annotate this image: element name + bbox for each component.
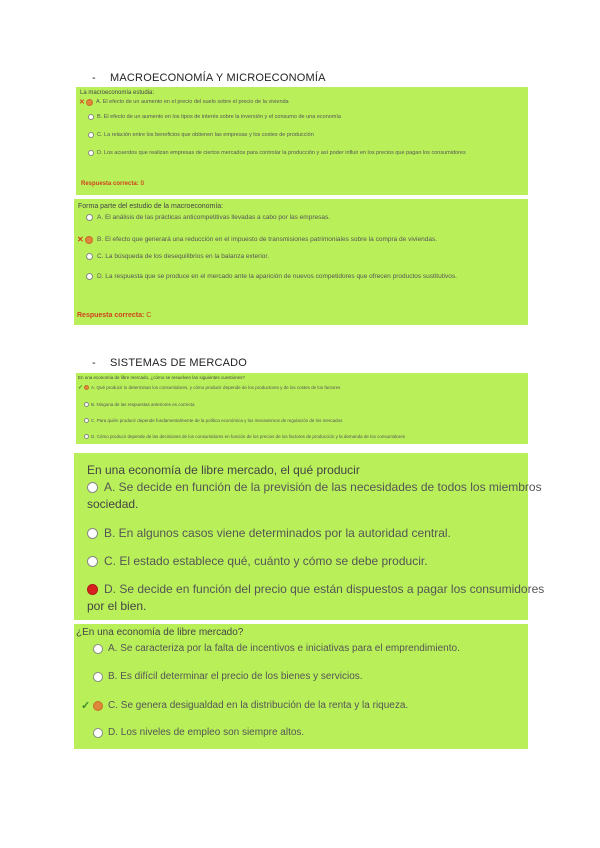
option-a[interactable] xyxy=(87,480,542,494)
question-text: En una economía de libre mercado, ¿cómo se resuelven las siguientes cuestiones? xyxy=(78,375,245,380)
option-c[interactable] xyxy=(84,418,342,423)
question-card-3 xyxy=(76,373,528,444)
radio-icon[interactable] xyxy=(87,528,98,539)
option-label: A. Se decide en función de la previsión de las necesidades de todos los miembros xyxy=(104,480,542,494)
option-label: D. Cómo producir depende de las decisiones de los consumidores en función de los precios de los factores de producción y la demanda de los consumidores xyxy=(91,434,406,439)
option-a[interactable] xyxy=(93,643,460,654)
check-mark-icon: ✓ xyxy=(81,700,91,712)
option-d[interactable] xyxy=(86,273,457,280)
option-b[interactable] xyxy=(87,526,451,540)
radio-icon[interactable] xyxy=(87,482,98,493)
option-a[interactable] xyxy=(79,98,289,106)
question-text: En una economía de libre mercado, el qué producir xyxy=(87,463,360,477)
radio-icon[interactable] xyxy=(93,672,103,682)
wrong-mark-icon: ✕ xyxy=(79,99,85,106)
option-a[interactable] xyxy=(78,384,340,391)
correct-answer xyxy=(81,181,144,187)
radio-icon[interactable] xyxy=(86,253,93,260)
question-card-1 xyxy=(76,87,528,195)
option-c[interactable] xyxy=(87,554,428,568)
option-c[interactable] xyxy=(86,253,269,260)
option-label: A. El análisis de las prácticas anticompetitivas llevadas a cabo por las empresas. xyxy=(97,214,331,221)
correct-answer xyxy=(77,312,151,319)
radio-icon[interactable] xyxy=(88,114,94,120)
option-label: B. El efecto que generará una reducción en el impuesto de transmisiones patrimoniales sobre la compra de viviendas. xyxy=(97,236,437,243)
radio-icon[interactable] xyxy=(93,728,103,738)
radio-selected-icon[interactable] xyxy=(86,99,93,106)
radio-icon[interactable] xyxy=(93,644,103,654)
heading-dash: - xyxy=(92,357,96,369)
radio-selected-icon[interactable] xyxy=(85,236,93,244)
option-label: A. Se caracteriza por la falta de incentivos e iniciativas para el emprendimiento. xyxy=(108,643,460,654)
option-label: B. Ninguna de las respuestas anteriores es correcta xyxy=(91,402,195,407)
option-a-continuation: sociedad. xyxy=(87,497,139,511)
option-label: C. La relación entre los beneficios que obtienen las empresas y los costes de producción xyxy=(97,132,314,138)
radio-icon[interactable] xyxy=(86,273,93,280)
radio-icon[interactable] xyxy=(84,434,89,439)
check-mark-icon: ✓ xyxy=(78,385,84,391)
question-text: Forma parte del estudio de la macroeconomía: xyxy=(78,203,224,210)
option-b[interactable] xyxy=(88,114,341,120)
answer-label: Respuesta correcta: xyxy=(77,312,145,319)
radio-icon[interactable] xyxy=(84,402,89,407)
option-label: C. La búsqueda de los desequilibrios en la balanza exterior. xyxy=(97,253,270,260)
section-heading-macro xyxy=(92,72,326,84)
radio-icon[interactable] xyxy=(88,132,94,138)
question-card-5 xyxy=(74,624,528,749)
option-label: C. El estado establece qué, cuánto y cómo se debe producir. xyxy=(104,554,428,568)
answer-value: C xyxy=(146,312,152,319)
option-label: C. Para quién producir depende fundamentalmente de la política económica y los mecanismos de regulación de los mercados xyxy=(91,418,343,423)
question-text: La macroeconomía estudia: xyxy=(80,90,155,96)
option-label: B. Es difícil determinar el precio de los bienes y servicios. xyxy=(108,671,363,682)
option-c[interactable] xyxy=(88,132,314,138)
option-label: A. Qué producir lo determinan los consumidores, y cómo producir depende de los productores y de los costes de los factores xyxy=(91,385,341,390)
option-label: B. En algunos casos viene determinados por la autoridad central. xyxy=(104,526,451,540)
radio-icon[interactable] xyxy=(84,418,89,423)
wrong-mark-icon: ✕ xyxy=(77,235,84,244)
option-b[interactable] xyxy=(93,671,363,682)
radio-selected-icon[interactable] xyxy=(87,584,98,595)
radio-icon[interactable] xyxy=(88,150,94,156)
option-a[interactable] xyxy=(86,214,330,221)
section-heading-mercado xyxy=(92,357,247,369)
question-card-2 xyxy=(74,199,528,325)
option-b[interactable] xyxy=(84,402,195,407)
question-text: ¿En una economía de libre mercado? xyxy=(76,627,244,638)
radio-icon[interactable] xyxy=(87,556,98,567)
option-label: B. El efecto de un aumento en los tipos de interés sobre la inversión y el consumo de una economía xyxy=(97,114,341,120)
option-d[interactable] xyxy=(88,150,466,156)
option-label: D. La respuesta que se produce en el mercado ante la aparición de nuevos competidores que ofrecen productos sustitutivos. xyxy=(97,273,457,280)
option-label: D. Los niveles de empleo son siempre altos. xyxy=(108,727,305,738)
option-label: A. El efecto de un aumento en el precio del suelo sobre el precio de la vivienda xyxy=(96,99,289,105)
option-d[interactable] xyxy=(87,582,544,596)
radio-selected-icon[interactable] xyxy=(84,385,89,390)
option-d-continuation: por el bien. xyxy=(87,599,147,613)
answer-value: B xyxy=(140,181,145,187)
option-b[interactable] xyxy=(77,235,437,244)
radio-icon[interactable] xyxy=(86,214,93,221)
heading-dash: - xyxy=(92,72,96,84)
option-label: D. Los acuerdos que realizan empresas de ciertos mercados para controlar la producción y así poder influir en los precios que pagan los consumidores xyxy=(97,150,466,156)
option-d[interactable] xyxy=(93,727,304,738)
heading-title: MACROECONOMÍA Y MICROECONOMÍA xyxy=(110,72,326,84)
question-card-4 xyxy=(74,453,545,620)
heading-title: SISTEMAS DE MERCADO xyxy=(110,357,248,369)
option-c[interactable] xyxy=(81,699,408,712)
answer-label: Respuesta correcta: xyxy=(81,181,139,187)
radio-selected-icon[interactable] xyxy=(93,701,103,711)
option-d[interactable] xyxy=(84,434,405,439)
option-label: C. Se genera desigualdad en la distribución de la renta y la riqueza. xyxy=(108,700,409,711)
option-label: D. Se decide en función del precio que están dispuestos a pagar los consumidores xyxy=(104,582,545,596)
